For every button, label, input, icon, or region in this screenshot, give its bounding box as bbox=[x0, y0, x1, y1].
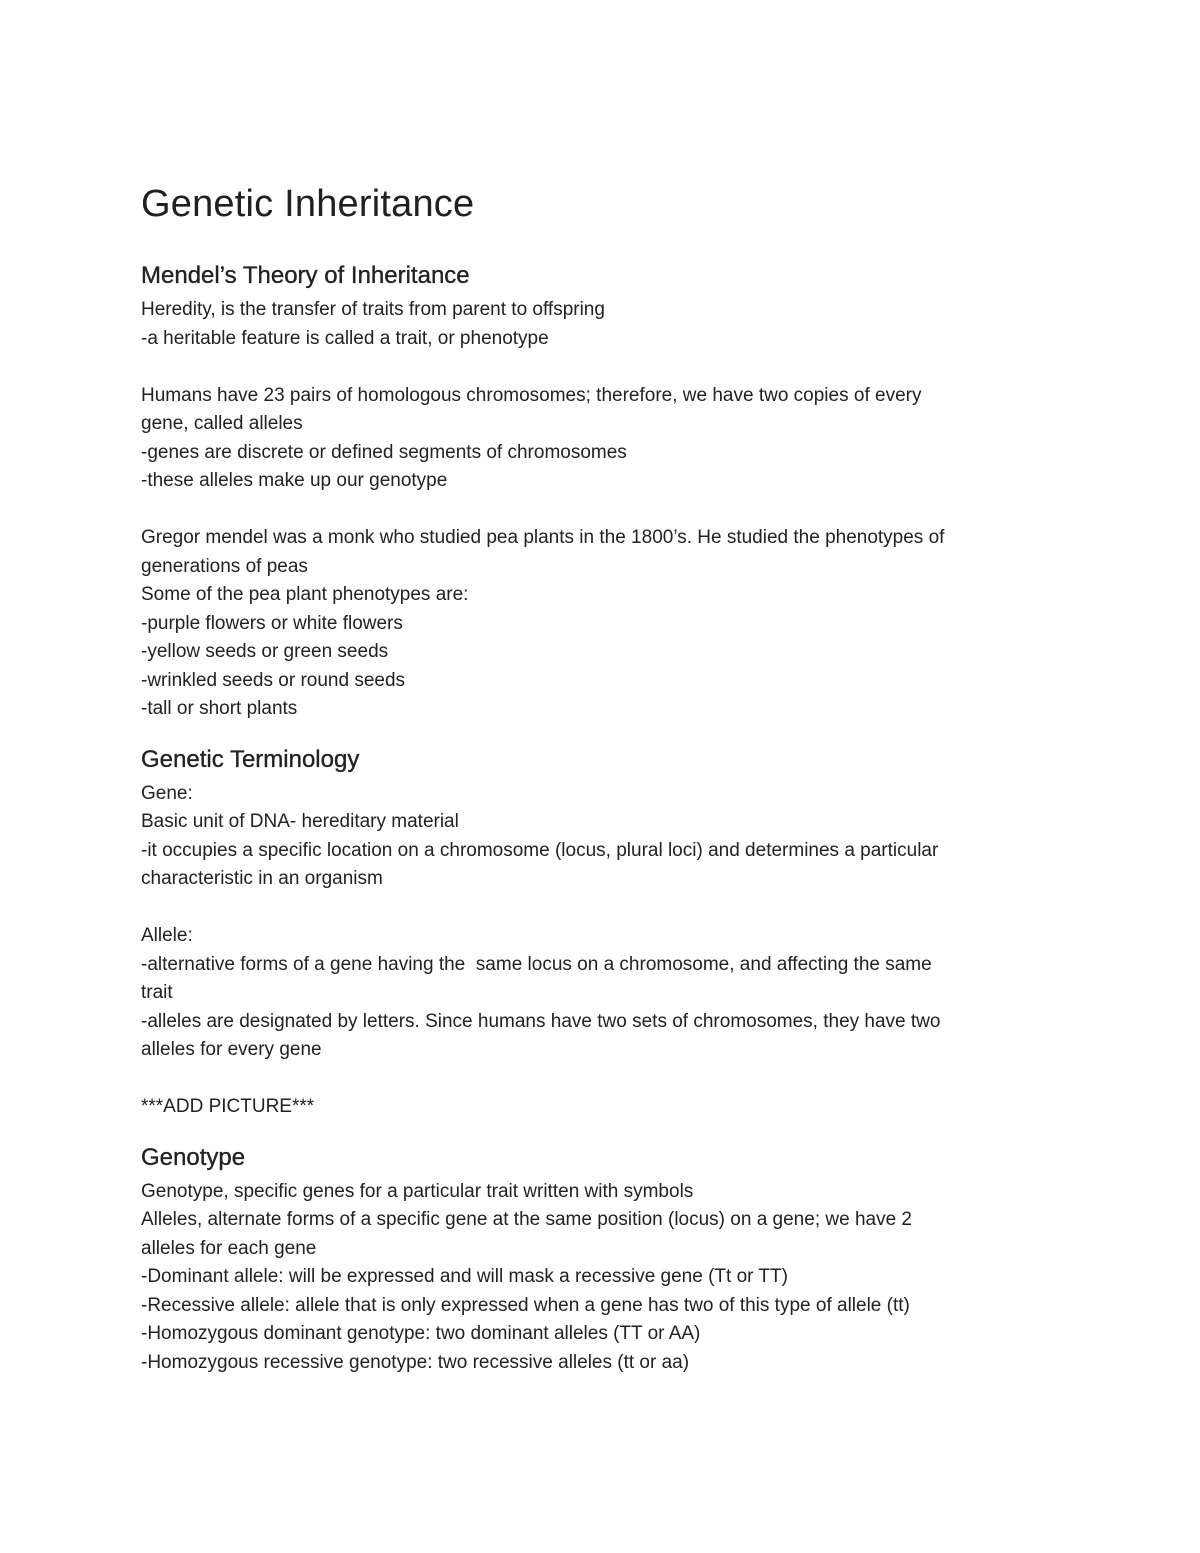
text-line: -alleles are designated by letters. Since humans have two sets of chromosomes, they have two bbox=[141, 1010, 941, 1032]
section bbox=[141, 1142, 1071, 1378]
text-line: alleles for each gene bbox=[141, 1237, 317, 1259]
blank-line bbox=[141, 496, 1071, 525]
section-spacer bbox=[141, 724, 1071, 744]
text-line: Some of the pea plant phenotypes are: bbox=[141, 584, 469, 605]
text-line: alleles for every gene bbox=[141, 1039, 322, 1060]
text-line: -Homozygous dominant genotype: two dominant alleles (TT or AA) bbox=[141, 1323, 701, 1344]
text-line: Gene: bbox=[141, 782, 193, 804]
text-line: Basic unit of DNA- hereditary material bbox=[141, 811, 459, 832]
section-spacer bbox=[141, 1122, 1071, 1142]
text-line: -Dominant allele: will be expressed and will mask a recessive gene (Tt or TT) bbox=[141, 1266, 788, 1287]
text-line: Gregor mendel was a monk who studied pea plants in the 1800’s. He studied the phenotypes of bbox=[141, 527, 945, 548]
text-line: -genes are discrete or defined segments of chromosomes bbox=[141, 441, 627, 463]
text-line: -these alleles make up our genotype bbox=[141, 470, 448, 491]
text-line: -Homozygous recessive genotype: two recessive alleles (tt or aa) bbox=[141, 1351, 690, 1373]
text-line: Genotype, specific genes for a particular trait written with symbols bbox=[141, 1180, 694, 1202]
text-line: Alleles, alternate forms of a specific gene at the same position (locus) on a gene; we have 2 bbox=[141, 1209, 912, 1230]
document-page bbox=[141, 180, 1071, 1377]
section-heading: Genotype bbox=[141, 1143, 246, 1171]
text-line: -wrinkled seeds or round seeds bbox=[141, 669, 406, 691]
blank-line bbox=[141, 894, 1071, 923]
text-line: trait bbox=[141, 982, 173, 1003]
text-line: Allele: bbox=[141, 925, 193, 946]
text-line: -a heritable feature is called a trait, or phenotype bbox=[141, 327, 549, 349]
text-line: gene, called alleles bbox=[141, 413, 303, 434]
text-line: -Recessive allele: allele that is only expressed when a gene has two of this type of allele (tt) bbox=[141, 1294, 910, 1316]
section-heading: Mendel’s Theory of Inheritance bbox=[141, 262, 470, 289]
text-line: ***ADD PICTURE*** bbox=[141, 1096, 315, 1117]
text-line: Humans have 23 pairs of homologous chromosomes; therefore, we have two copies of every bbox=[141, 384, 922, 406]
blank-line bbox=[141, 1065, 1071, 1094]
section-heading: Genetic Terminology bbox=[141, 745, 360, 773]
text-line: characteristic in an organism bbox=[141, 868, 383, 889]
section bbox=[141, 260, 1071, 724]
section bbox=[141, 744, 1071, 1122]
text-line: -it occupies a specific location on a chromosome (locus, plural loci) and determines a particular bbox=[141, 839, 939, 861]
text-line: -tall or short plants bbox=[141, 698, 298, 719]
document-title: Genetic Inheritance bbox=[141, 183, 475, 225]
text-line: Heredity, is the transfer of traits from parent to offspring bbox=[141, 299, 605, 320]
text-line: generations of peas bbox=[141, 555, 308, 577]
text-line: -yellow seeds or green seeds bbox=[141, 641, 389, 662]
text-line: -purple flowers or white flowers bbox=[141, 612, 403, 634]
blank-line bbox=[141, 353, 1071, 382]
document-body bbox=[141, 260, 1071, 1377]
text-line: -alternative forms of a gene having the same locus on a chromosome, and affecting the same bbox=[141, 953, 932, 975]
